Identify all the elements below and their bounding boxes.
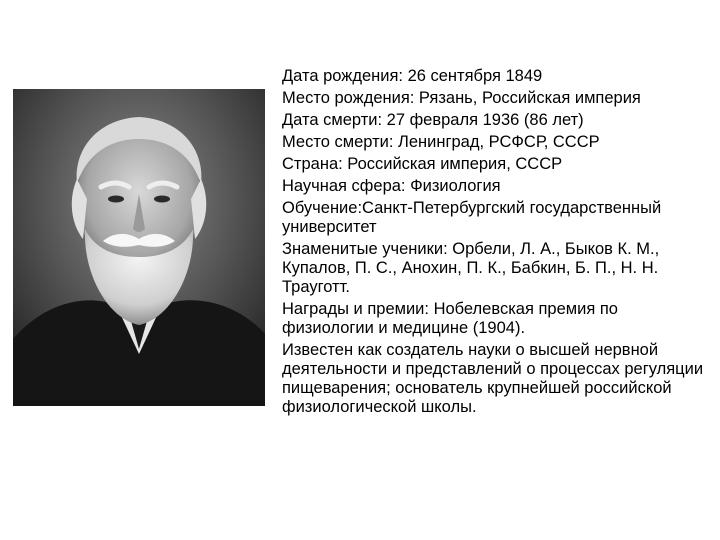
bio-list [282,67,712,420]
list-item: Страна: Российская империя, СССР [282,155,563,173]
list-item: Место смерти: Ленинград, РСФСР, СССР [282,133,600,151]
portrait-photo [13,89,265,406]
list-item: Дата смерти: 27 февраля 1936 (86 лет) [282,111,584,129]
list-item: Научная сфера: Физиология [282,177,501,195]
list-item: Дата рождения: 26 сентября 1849 [282,67,543,85]
list-item: Обучение:Санкт-Петербургский государственный университет [282,199,662,236]
list-item: Награды и премии: Нобелевская премия по физиологии и медицине (1904). [282,300,618,337]
list-item: Знаменитые ученики: Орбели, Л. А., Быков К. М., Купалов, П. С., Анохин, П. К., Бабкин, Б. П., Н. Н. Трауготт. [282,240,660,296]
list-item: Известен как создатель науки о высшей нервной деятельности и представлений о процессах регуляции пищеварения; основатель крупнейшей российской физиологической школы. [282,341,704,416]
list-item: Место рождения: Рязань, Российская империя [282,89,641,107]
